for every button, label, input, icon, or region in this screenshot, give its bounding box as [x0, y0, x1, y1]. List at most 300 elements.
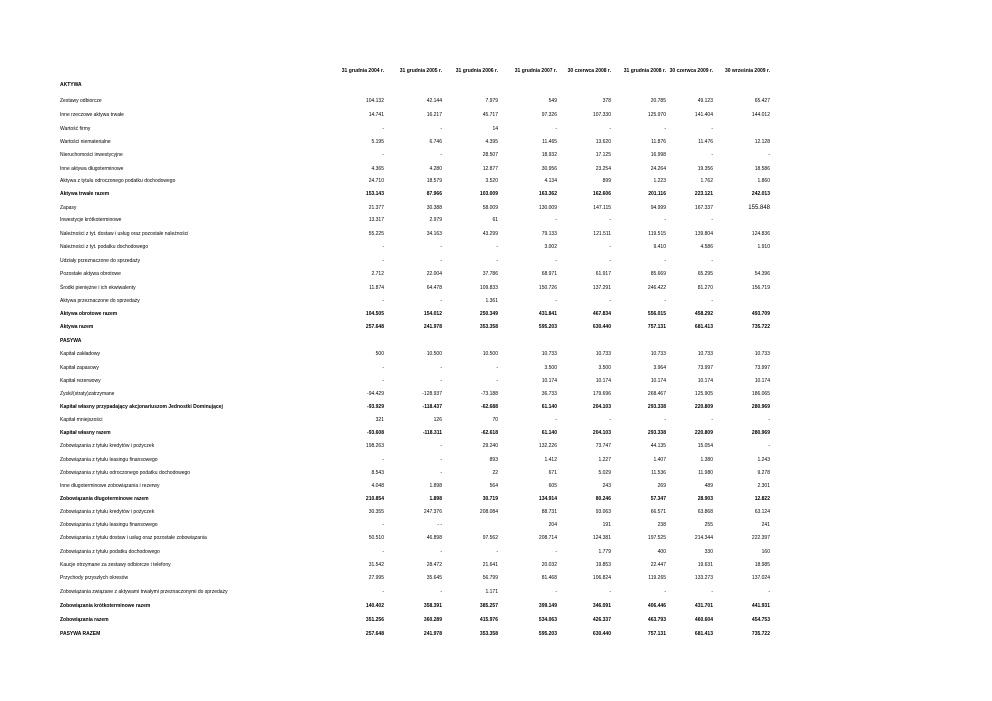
table-cell: 10.733 [541, 351, 557, 357]
table-cell: - [555, 217, 557, 223]
table-cell: 5.029 [598, 470, 611, 476]
table-cell: 16.998 [650, 152, 666, 158]
table-cell: 153.143 [365, 191, 384, 197]
table-cell: - [664, 217, 666, 223]
table-cell: 6.746 [429, 139, 442, 145]
table-cell: 61.917 [595, 271, 611, 277]
row-label: Zobowiązania długoterminowe razem [60, 496, 149, 502]
table-cell: 208.714 [538, 535, 557, 541]
table-cell: 360.289 [423, 617, 442, 623]
table-cell: 10.174 [754, 378, 770, 384]
table-cell: 14 [492, 126, 498, 132]
column-header: 30 czerwca 2008 r. [567, 68, 611, 74]
table-cell: 10.174 [541, 378, 557, 384]
table-cell: 1.762 [700, 178, 713, 184]
table-cell: - [555, 126, 557, 132]
column-header: 31 grudnia 2007 r. [514, 68, 557, 74]
row-label: Zyski/(straty)zatrzymane [60, 391, 115, 397]
row-label: Aktywa z tytułu odroczonego podatku dochodowego [60, 178, 176, 184]
table-cell: 124.836 [751, 231, 770, 237]
row-label: Wartość firmy [60, 126, 91, 132]
table-cell: 321 [375, 417, 384, 423]
table-cell: 81.270 [697, 285, 713, 291]
table-cell: 57.347 [650, 496, 666, 502]
row-label: Inne aktywa długoterminowe [60, 166, 124, 172]
table-cell: 61.140 [541, 404, 557, 410]
table-cell: 81.468 [541, 575, 557, 581]
table-cell: - [711, 126, 713, 132]
table-cell: - [768, 417, 770, 423]
table-cell: 104.132 [365, 98, 384, 104]
table-cell: - [496, 258, 498, 264]
table-cell: 222.397 [751, 535, 770, 541]
table-cell: - [555, 298, 557, 304]
table-cell: 1.407 [653, 457, 666, 463]
table-cell: 134.914 [538, 496, 557, 502]
row-label: Nieruchomości inwestycyjne [60, 152, 123, 158]
table-cell: 10.174 [697, 378, 713, 384]
table-cell: 10.174 [650, 378, 666, 384]
row-label: Zobowiązania związane z aktywami trwałymi przeznaczonymi do sprzedaży [60, 589, 228, 595]
table-cell: 257.648 [365, 324, 384, 330]
table-cell: - [496, 549, 498, 555]
table-cell: 155.848 [748, 205, 770, 211]
table-cell: 1.227 [598, 457, 611, 463]
table-cell: 24.710 [368, 178, 384, 184]
table-cell: 3.500 [598, 365, 611, 371]
table-cell: 9.410 [653, 244, 666, 250]
table-cell: 30.956 [541, 166, 557, 172]
table-cell: - [496, 378, 498, 384]
table-cell: 19.356 [697, 166, 713, 172]
table-cell: 293.338 [647, 430, 666, 436]
table-cell: - [382, 378, 384, 384]
table-cell: 10.733 [650, 351, 666, 357]
row-label: Kapitał własny przypadający akcjonariuszom Jednostki Dominującej [60, 404, 223, 410]
table-cell: 1.860 [757, 178, 770, 184]
table-cell: - [382, 522, 384, 528]
table-cell: 1.898 [429, 496, 442, 502]
row-label: Zobowiązania z tytułu kredytów i pożyczek [60, 509, 155, 515]
table-cell: - [382, 126, 384, 132]
table-cell: - [382, 298, 384, 304]
table-cell: 463.793 [647, 617, 666, 623]
table-cell: 220.809 [694, 404, 713, 410]
table-cell: - - [437, 522, 442, 528]
table-cell: 121.511 [593, 231, 611, 237]
column-header: 31 grudnia 2008 r. [623, 68, 666, 74]
table-cell: 28.903 [697, 496, 713, 502]
table-cell: 204 [548, 522, 557, 528]
table-cell: -62.688 [481, 404, 498, 410]
table-cell: 1.412 [544, 457, 557, 463]
table-cell: 243 [602, 483, 611, 489]
table-cell: - [382, 589, 384, 595]
table-cell: - [664, 258, 666, 264]
table-cell: 43.299 [482, 231, 498, 237]
row-label: Wartości niematerialne [60, 139, 111, 145]
table-cell: 250.349 [479, 311, 498, 317]
table-cell: 42.144 [426, 98, 442, 104]
table-cell: 893 [489, 457, 498, 463]
table-cell: 162.606 [592, 191, 611, 197]
table-cell: 55.225 [368, 231, 384, 237]
table-cell: 681.413 [694, 324, 713, 330]
table-cell: 19.631 [697, 562, 713, 568]
table-cell: 11.980 [698, 470, 713, 476]
table-cell: 735.722 [751, 324, 770, 330]
table-cell: - [555, 589, 557, 595]
table-cell: 241 [761, 522, 770, 528]
table-cell: 22 [492, 470, 498, 476]
table-cell: 13.620 [595, 139, 611, 145]
table-cell: 58.009 [482, 205, 498, 211]
table-cell: 10.733 [697, 351, 713, 357]
table-cell: 257.648 [365, 631, 384, 637]
table-cell: 671 [548, 470, 557, 476]
table-cell: 27.995 [368, 575, 384, 581]
table-cell: 109.833 [479, 285, 498, 291]
table-cell: - [664, 417, 666, 423]
table-cell: 406.446 [647, 603, 666, 609]
table-cell: 18.985 [754, 562, 770, 568]
table-cell: - [555, 258, 557, 264]
table-cell: - [711, 258, 713, 264]
table-cell: -93.608 [367, 430, 384, 436]
table-cell: 19.853 [595, 562, 611, 568]
table-cell: 595.203 [538, 631, 557, 637]
table-cell: 223.121 [694, 191, 713, 197]
table-cell: - [440, 126, 442, 132]
table-cell: 246.422 [647, 285, 666, 291]
row-label: AKTYWA [60, 82, 82, 88]
table-cell: 3.002 [544, 244, 557, 250]
table-cell: - [440, 365, 442, 371]
table-cell: 85.669 [650, 271, 666, 277]
table-cell: - [382, 457, 384, 463]
table-cell: 140.402 [365, 603, 384, 609]
table-cell: 2.979 [429, 217, 442, 223]
table-cell: 204.103 [592, 430, 611, 436]
table-cell: 1.243 [757, 457, 770, 463]
table-cell: 22.447 [650, 562, 666, 568]
table-cell: 556.015 [647, 311, 666, 317]
table-cell: 133.273 [694, 575, 713, 581]
table-cell: 17.125 [595, 152, 611, 158]
table-cell: 441.931 [751, 603, 770, 609]
table-cell: 1.223 [653, 178, 666, 184]
table-cell: - [382, 152, 384, 158]
table-cell: - [382, 549, 384, 555]
table-cell: - [496, 365, 498, 371]
row-label: Aktywa obrotowe razem [60, 311, 118, 317]
column-header: 30 czerwca 2009 r. [669, 68, 713, 74]
table-cell: - [609, 417, 611, 423]
table-cell: 9.278 [757, 470, 770, 476]
table-cell: 191 [602, 522, 611, 528]
table-cell: 4.365 [371, 166, 384, 172]
table-cell: - [711, 217, 713, 223]
table-cell: 269 [657, 483, 666, 489]
table-cell: 106.824 [592, 575, 611, 581]
table-cell: 65.427 [754, 98, 770, 104]
row-label: Należności z tyt. dostaw i usług oraz pozostałe należności [60, 231, 189, 237]
row-label: Inne rzeczowe aktywa trwałe [60, 112, 124, 118]
table-cell: - [768, 589, 770, 595]
table-cell: - [440, 443, 442, 449]
table-cell: 489 [704, 483, 713, 489]
table-cell: 132.226 [538, 443, 557, 449]
table-cell: 4.280 [429, 166, 442, 172]
row-label: Pozostałe aktywa obrotowe [60, 271, 121, 277]
row-label: Zobowiązania z tytułu kredytów i pożyczek [60, 443, 155, 449]
table-cell: - [768, 443, 770, 449]
table-cell: 208.084 [479, 509, 498, 515]
table-cell: 29.240 [482, 443, 498, 449]
table-cell: - [711, 589, 713, 595]
table-cell: 4.586 [700, 244, 713, 250]
table-cell: 353.358 [479, 631, 498, 637]
table-cell: - [382, 244, 384, 250]
table-cell: 3.964 [653, 365, 666, 371]
table-cell: 2.301 [757, 483, 770, 489]
row-label: Zobowiązania z tytułu dostaw i usług oraz pozostałe zobowiązania [60, 535, 207, 541]
table-cell: 11.536 [651, 470, 666, 476]
table-cell: 630.440 [592, 324, 611, 330]
table-cell: 4.048 [371, 483, 384, 489]
row-label: Aktywa przeznaczone do sprzedaży [60, 298, 140, 304]
table-cell: 10.500 [482, 351, 498, 357]
table-cell: - [440, 589, 442, 595]
column-header: 31 grudnia 2006 r. [455, 68, 498, 74]
table-cell: 11.476 [698, 139, 713, 145]
table-cell: 2.712 [371, 271, 384, 277]
table-cell: 534.063 [538, 617, 557, 623]
table-cell: 214.344 [694, 535, 713, 541]
table-cell: 3.500 [544, 365, 557, 371]
table-cell: 385.257 [479, 603, 498, 609]
table-cell: 247.376 [423, 509, 442, 515]
table-cell: 141.404 [694, 112, 713, 118]
table-cell: 12.877 [482, 166, 498, 172]
table-cell: 73.997 [697, 365, 713, 371]
table-cell: 16.217 [426, 112, 442, 118]
table-cell: 137.291 [592, 285, 611, 291]
table-cell: 31.542 [368, 562, 384, 568]
row-label: Zobowiązania krótkoterminowe razem [60, 603, 151, 609]
table-cell: 63.868 [697, 509, 713, 515]
table-cell: 12.128 [754, 139, 770, 145]
table-cell: 1.779 [598, 549, 611, 555]
table-cell: - [609, 298, 611, 304]
table-cell: 242.013 [751, 191, 770, 197]
table-cell: 378 [602, 98, 611, 104]
table-cell: 198.263 [365, 443, 384, 449]
table-cell: 630.440 [592, 631, 611, 637]
table-cell: 11.465 [542, 139, 557, 145]
table-cell: 12.822 [754, 496, 770, 502]
table-cell: 21.641 [482, 562, 498, 568]
table-cell: 119.265 [648, 575, 666, 581]
table-cell: 346.091 [592, 603, 611, 609]
table-cell: 431.701 [694, 603, 713, 609]
table-cell: 757.131 [647, 631, 666, 637]
table-cell: 10.733 [595, 351, 611, 357]
row-label: Zobowiązania z tytułu leasingu finansowego [60, 457, 158, 463]
table-cell: -62.618 [481, 430, 498, 436]
table-cell: 14.741 [368, 112, 384, 118]
table-cell: 150.726 [538, 285, 557, 291]
table-cell: 156.719 [751, 285, 770, 291]
row-label: Kapitał rezerwowy [60, 378, 101, 384]
table-cell: 1.171 [485, 589, 498, 595]
table-cell: 467.834 [592, 311, 611, 317]
table-cell: 330 [704, 549, 713, 555]
table-cell: 241.978 [423, 631, 442, 637]
table-cell: 8.543 [371, 470, 384, 476]
table-cell: 139.804 [694, 231, 713, 237]
row-label: Zobowiązania razem [60, 617, 109, 623]
table-cell: - [440, 298, 442, 304]
table-cell: 65.295 [697, 271, 713, 277]
table-cell: 358.391 [423, 603, 442, 609]
row-label: Zapasy [60, 205, 77, 211]
table-cell: 13.317 [368, 217, 384, 223]
table-cell: 147.115 [593, 205, 611, 211]
table-cell: 458.292 [694, 311, 713, 317]
table-cell: 1.898 [429, 483, 442, 489]
table-cell: 24.264 [650, 166, 666, 172]
table-cell: 64.478 [426, 285, 442, 291]
table-cell: 125.970 [647, 112, 666, 118]
table-cell: 44.135 [650, 443, 666, 449]
column-header: 31 grudnia 2005 r. [399, 68, 442, 74]
row-label: Inwestycje krótkoterminowe [60, 217, 122, 223]
table-cell: 1.380 [700, 457, 713, 463]
table-cell: 280.969 [751, 430, 770, 436]
table-cell: 28.472 [426, 562, 442, 568]
table-cell: 88.731 [541, 509, 557, 515]
table-cell: - [440, 152, 442, 158]
table-cell: 179.696 [592, 391, 611, 397]
table-cell: 1.910 [757, 244, 770, 250]
table-cell: - [711, 417, 713, 423]
table-cell: 126 [433, 417, 442, 423]
row-label: Kapitał własny razem [60, 430, 111, 436]
table-cell: 735.722 [751, 631, 770, 637]
row-label: Środki pieniężne i ich ekwiwalenty [60, 285, 136, 291]
table-cell: 104.505 [365, 311, 384, 317]
table-cell: 400 [657, 549, 666, 555]
table-cell: - [440, 457, 442, 463]
row-label: Kapitał mniejszości [60, 417, 103, 423]
column-header: 31 grudnia 2004 r. [341, 68, 384, 74]
table-cell: 18.932 [541, 152, 557, 158]
table-cell: 605 [548, 483, 557, 489]
table-cell: 220.809 [694, 430, 713, 436]
table-cell: 899 [602, 178, 611, 184]
table-cell: 11.876 [651, 139, 666, 145]
table-cell: 30.355 [368, 509, 384, 515]
table-cell: 460.604 [694, 617, 713, 623]
row-label: Zobowiązania z tytułu odroczonego podatku dochodowego [60, 470, 191, 476]
table-cell: -73.188 [481, 391, 498, 397]
row-label: Kapitał zapasowy [60, 365, 99, 371]
table-cell: 549 [548, 98, 557, 104]
table-cell: 7.979 [485, 98, 498, 104]
table-cell: 73.747 [595, 443, 611, 449]
table-cell: - [440, 244, 442, 250]
table-cell: 61.140 [541, 430, 557, 436]
table-cell: 268.467 [647, 391, 666, 397]
table-cell: 595.203 [538, 324, 557, 330]
row-label: Aktywa trwałe razem [60, 191, 110, 197]
table-cell: 22.004 [426, 271, 442, 277]
table-cell: 21.377 [368, 205, 384, 211]
table-cell: 186.065 [751, 391, 770, 397]
table-cell: - [609, 126, 611, 132]
table-cell: 124.381 [592, 535, 611, 541]
table-cell: 20.785 [650, 98, 666, 104]
row-label: Należności z tyt. podatku dochodowego [60, 244, 149, 250]
table-cell: - [496, 244, 498, 250]
row-label: Zobowiązania z tytułu podatku dochodowego [60, 549, 160, 555]
table-cell: - [664, 589, 666, 595]
table-cell: 125.905 [694, 391, 713, 397]
table-cell: 238 [657, 522, 666, 528]
table-cell: 80.246 [595, 496, 611, 502]
table-cell: - [555, 417, 557, 423]
table-cell: -128.937 [422, 391, 442, 397]
table-cell: 34.163 [426, 231, 442, 237]
table-cell: 36.733 [541, 391, 557, 397]
table-cell: 18.579 [426, 178, 442, 184]
table-cell: - [440, 470, 442, 476]
table-cell: 45.717 [482, 112, 498, 118]
table-cell: 351.256 [365, 617, 384, 623]
table-cell: 454.753 [751, 617, 770, 623]
table-cell: 204.103 [592, 404, 611, 410]
row-label: Przychody przyszłych okresów [60, 575, 129, 581]
table-cell: 431.841 [538, 311, 557, 317]
column-header: 30 września 2009 r. [724, 68, 770, 74]
table-cell: 28.507 [482, 152, 498, 158]
table-cell: 4.395 [485, 139, 498, 145]
table-cell: 35.645 [426, 575, 442, 581]
table-cell: 10.733 [754, 351, 770, 357]
table-cell: - [440, 378, 442, 384]
table-cell: 20.032 [541, 562, 557, 568]
table-cell: 11.874 [369, 285, 384, 291]
row-label: Udziały przeznaczone do sprzedaży [60, 258, 141, 264]
table-cell: 210.854 [365, 496, 384, 502]
table-cell: 54.396 [754, 271, 770, 277]
table-cell: - [609, 589, 611, 595]
table-cell: - [609, 217, 611, 223]
table-cell: - [609, 258, 611, 264]
table-cell: 18.586 [754, 166, 770, 172]
table-cell: 167.337 [694, 205, 713, 211]
table-cell: 241.978 [423, 324, 442, 330]
table-cell: 564 [489, 483, 498, 489]
table-cell: - [382, 365, 384, 371]
table-cell: 163.362 [538, 191, 557, 197]
table-cell: -94.429 [367, 391, 384, 397]
table-cell: 399.149 [538, 603, 557, 609]
table-cell: 4.134 [544, 178, 557, 184]
table-cell: 93.063 [595, 509, 611, 515]
table-cell: - [711, 298, 713, 304]
